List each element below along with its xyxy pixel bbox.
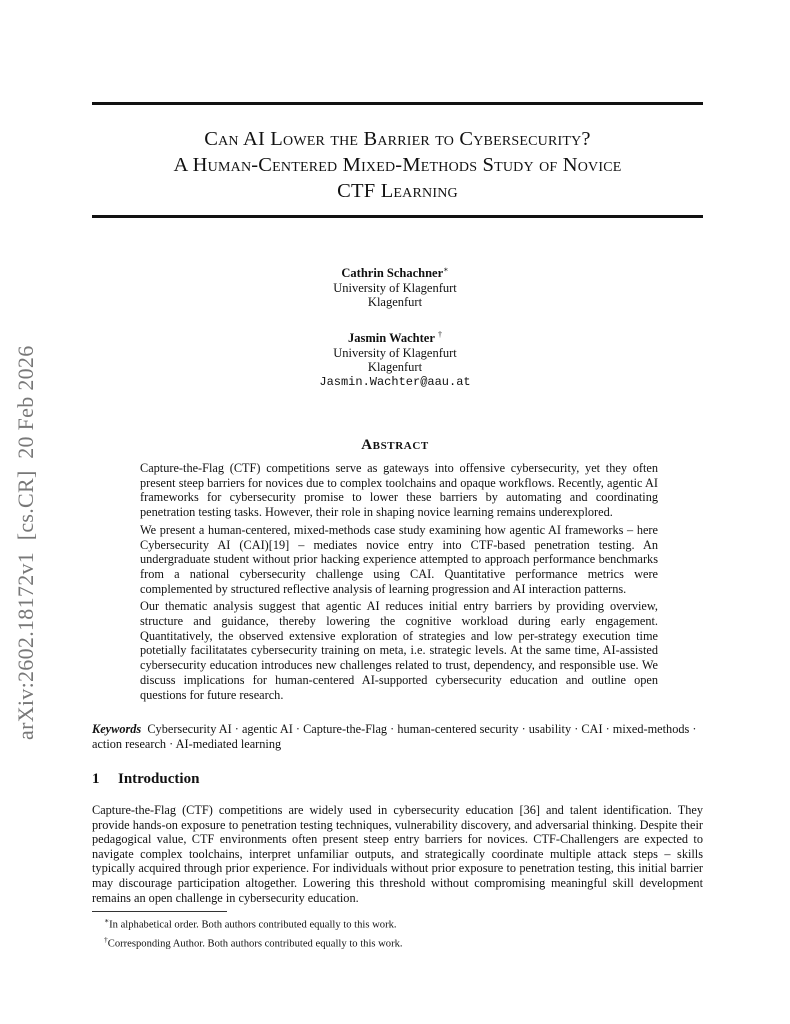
- intro-paragraph: Capture-the-Flag (CTF) competitions are widely used in cybersecurity education [36] and talent identification. They provide hands-on exposure to penetration testing techniques, vulnerability discovery, and adversarial thinking. Despite their pedagogical value, CTF environments often present steep entry barriers for novices. CTF-Challengers are expected to navigate complex toolchains, interpret unfamiliar outputs, and strategically coordinate multiple attack steps – skills typically acquired through prior experience. For individuals without prior exposure to penetration testing, this initial barrier may discourage participation altogether. Lowering this threshold without compromising meaningful skill development remains an open challenge in cybersecurity education.: [92, 803, 703, 905]
- keywords-label: Keywords: [92, 722, 142, 736]
- title-line-1: Can AI Lower the Barrier to Cybersecurity?: [204, 128, 591, 150]
- arxiv-sidebar-stamp: arXiv:2602.18172v1 [cs.CR] 20 Feb 2026: [13, 345, 38, 740]
- abstract-paragraph: Capture-the-Flag (CTF) competitions serve as gateways into offensive cybersecurity, yet they often present steep barriers for novices due to complex toolchains and opaque workflows. Recently, agentic AI frameworks for cybersecurity promise to lower these barriers by automating and coordinating penetration testing tasks. However, their role in shaping novice learning remains underexplored.: [140, 461, 658, 520]
- author-city: Klagenfurt: [367, 295, 423, 310]
- author-block-2: [0, 328, 790, 390]
- section-title: Introduction: [118, 771, 200, 787]
- author-affiliation: University of Klagenfurt: [333, 345, 457, 360]
- author-footnote-mark: †: [438, 330, 443, 339]
- footnote-divider: [92, 911, 227, 912]
- author-name: Cathrin Schachner: [341, 266, 444, 281]
- paper-title: [92, 126, 703, 204]
- section-heading-introduction: [92, 771, 199, 788]
- title-top-rule: [92, 102, 703, 105]
- footnote-item: [104, 933, 403, 952]
- keywords-list: Cybersecurity AI · agentic AI · Capture-the-Flag · human-centered security · usability · CAI · mixed-methods · action research · AI-mediated learning: [92, 722, 697, 751]
- introduction-body: [92, 803, 703, 905]
- abstract-heading: Abstract: [361, 437, 429, 453]
- footnote-text: In alphabetical order. Both authors contributed equally to this work.: [109, 919, 397, 931]
- author-affiliation: University of Klagenfurt: [333, 280, 457, 295]
- title-bottom-rule: [92, 215, 703, 218]
- author-city: Klagenfurt: [367, 360, 423, 375]
- keywords: [92, 722, 703, 752]
- footnotes: [104, 914, 403, 951]
- title-line-3: CTF Learning: [337, 180, 458, 202]
- abstract-body: [140, 461, 658, 705]
- author-footnote-mark: ∗: [443, 265, 449, 274]
- footnote-mark: †: [104, 934, 108, 944]
- footnote-mark: ∗: [104, 916, 110, 925]
- footnote-item: [104, 914, 403, 933]
- title-line-2: A Human-Centered Mixed-Methods Study of Novice: [173, 154, 622, 176]
- abstract-paragraph: Our thematic analysis suggest that agentic AI reduces initial entry barriers by providing overview, structure and guidance, thereby lowering the cognitive workload during early engagement. Quantitatively, the observed extensive exploration of strategies and low per-strategy execution time potetially facilitatates cybersecurity training on meta, i.e. strategic levels. At the same time, AI-assisted cybersecurity education introduces new challenges related to trust, dependency, and responsible use. We discuss implications for human-centered AI-supported cybersecurity education and outline open questions for future research.: [140, 599, 658, 702]
- abstract-paragraph: We present a human-centered, mixed-methods case study examining how agentic AI frameworks – here Cybersecurity AI (CAI)[19] – mediates novice entry into CTF-based penetration testing. An undergraduate student without prior hacking experience attempted to approach performance benchmarks from a national cybersecurity challenge using CAI. Quantitative performance metrics were complemented by structured reflective analysis of learning progression and AI interaction patterns.: [140, 522, 658, 596]
- author-email[interactable]: Jasmin.Wachter@aau.at: [319, 374, 471, 389]
- author-name: Jasmin Wachter: [347, 331, 435, 346]
- footnote-text: Corresponding Author. Both authors contributed equally to this work.: [107, 938, 403, 950]
- section-number: 1: [92, 771, 100, 787]
- author-block-1: [0, 263, 790, 310]
